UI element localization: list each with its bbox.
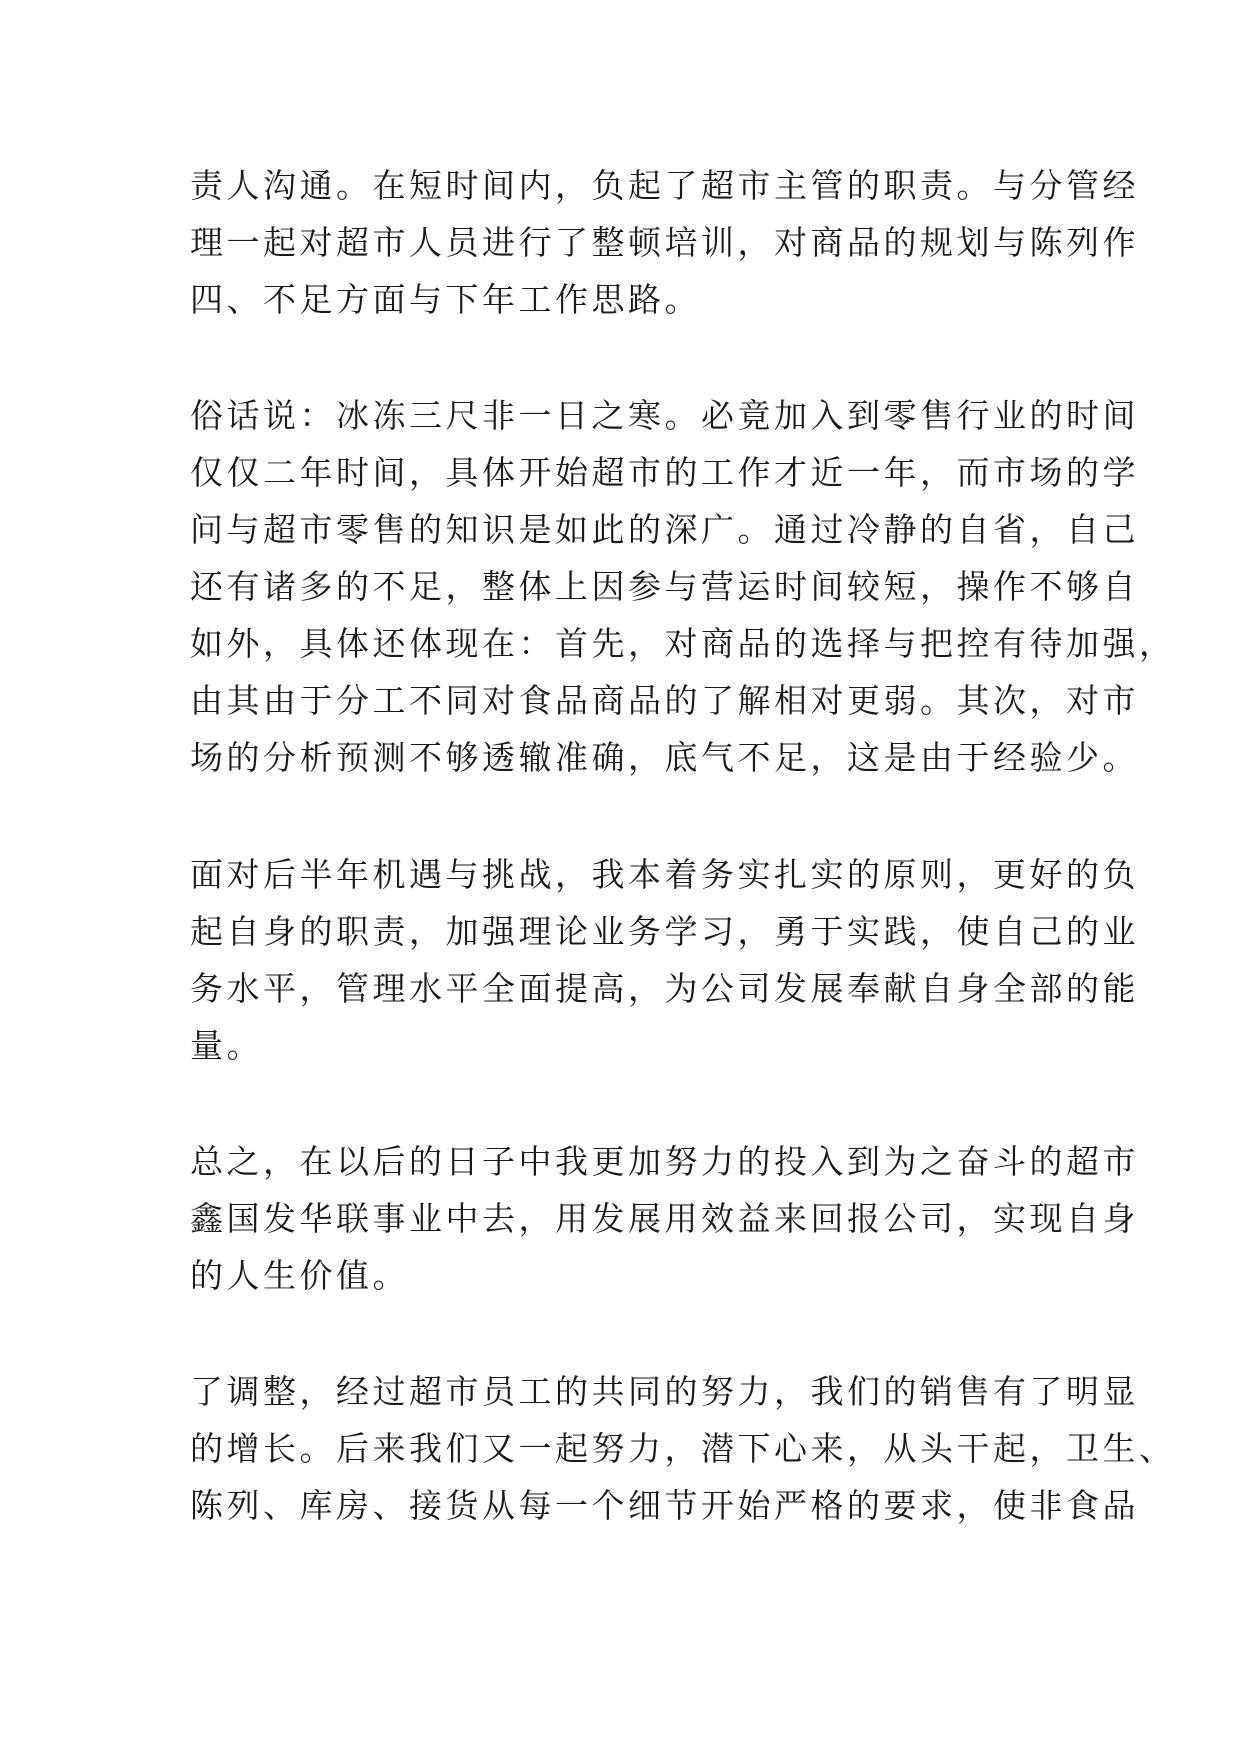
text-line: 仅仅二年时间，具体开始超市的工作才近一年，而市场的学 <box>190 453 1139 492</box>
paragraph-shortcomings <box>190 387 1176 786</box>
text-line: 起自身的职责，加强理论业务学习，勇于实践，使自己的业 <box>190 912 1139 951</box>
text-line: 问与超市零售的知识是如此的深广。通过冷静的自省，自己 <box>190 510 1139 549</box>
text-line: 由其由于分工不同对食品商品的了解相对更弱。其次，对市 <box>190 681 1139 720</box>
paragraph-supervisor-duties <box>190 157 1139 328</box>
text-line: 理一起对超市人员进行了整顿培训，对商品的规划与陈列作 <box>190 223 1139 262</box>
text-line: 的增长。后来我们又一起努力，潜下心来，从头干起，卫生、 <box>190 1429 1176 1468</box>
text-line: 陈列、库房、接货从每一个细节开始严格的要求，使非食品 <box>190 1486 1139 1525</box>
text-line: 场的分析预测不够透辙准确，底气不足，这是由于经验少。 <box>190 738 1139 777</box>
text-line: 总之，在以后的日子中我更加努力的投入到为之奋斗的超市 <box>190 1142 1139 1181</box>
text-line: 的人生价值。 <box>190 1256 409 1295</box>
text-line: 面对后半年机遇与挑战，我本着务实扎实的原则，更好的负 <box>190 855 1139 894</box>
text-line: 量。 <box>190 1026 263 1065</box>
text-line: 如外，具体还体现在：首先，对商品的选择与把控有待加强， <box>190 624 1176 663</box>
text-line: 俗话说：冰冻三尺非一日之寒。必竟加入到零售行业的时间 <box>190 396 1139 435</box>
text-line: 还有诸多的不足，整体上因参与营运时间较短，操作不够自 <box>190 567 1139 606</box>
text-line: 务水平，管理水平全面提高，为公司发展奉献自身全部的能 <box>190 969 1139 1008</box>
text-line: 鑫国发华联事业中去，用发展用效益来回报公司，实现自身 <box>190 1199 1139 1238</box>
text-line: 责人沟通。在短时间内，负起了超市主管的职责。与分管经 <box>190 166 1139 205</box>
paragraph-second-half-plan <box>190 846 1139 1074</box>
paragraph-sales-growth <box>190 1363 1176 1534</box>
text-line: 了调整，经过超市员工的共同的努力，我们的销售有了明显 <box>190 1372 1139 1411</box>
paragraph-conclusion <box>190 1133 1139 1304</box>
text-line: 四、不足方面与下年工作思路。 <box>190 280 701 319</box>
